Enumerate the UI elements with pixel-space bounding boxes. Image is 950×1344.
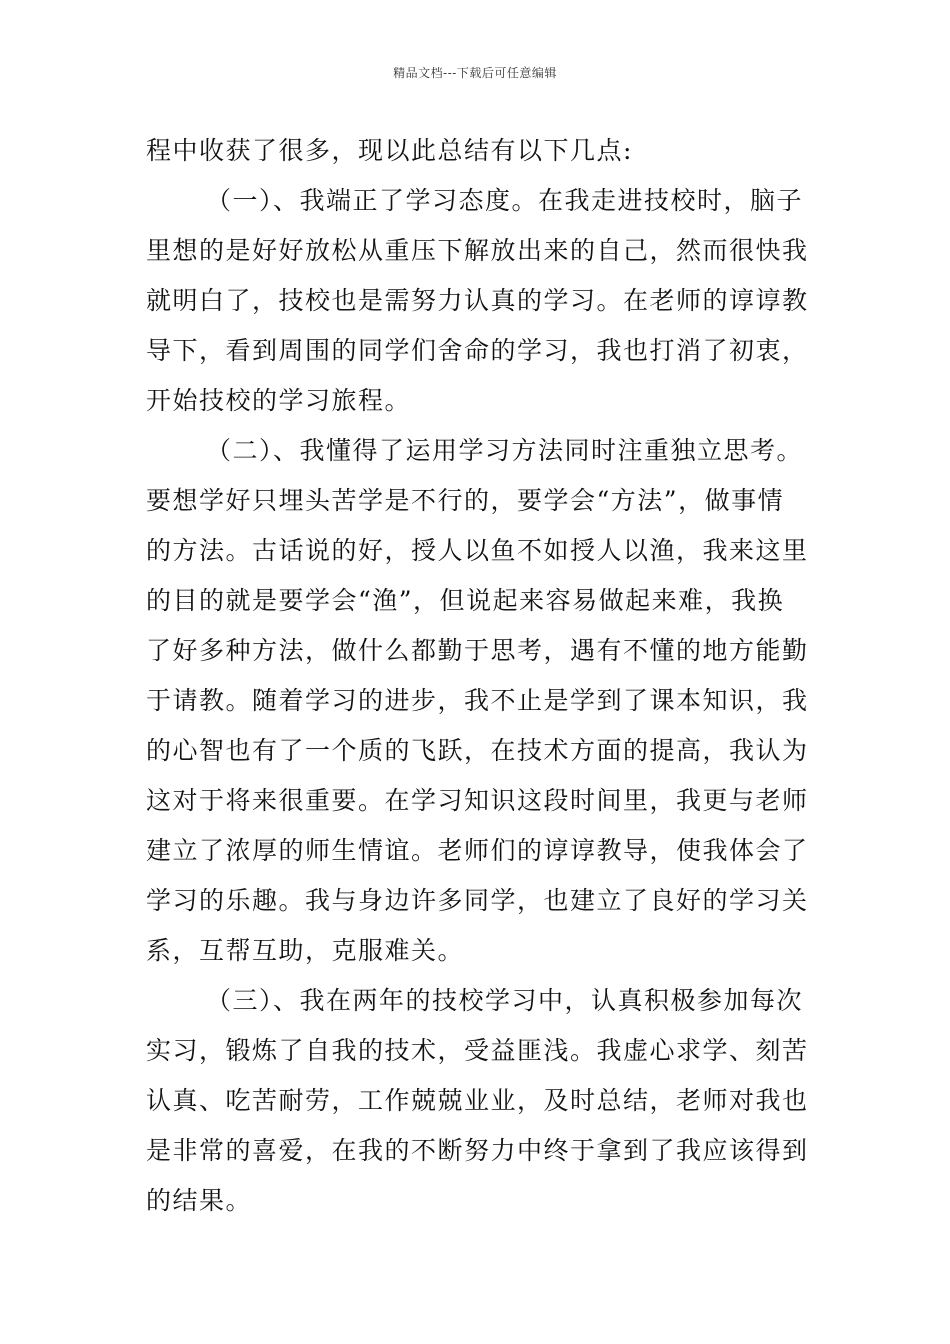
text-line: 程中收获了很多，现以此总结有以下几点: xyxy=(146,136,633,165)
text-line: 开始技校的学习旅程。 xyxy=(146,386,412,415)
text-line: 导下，看到周围的同学们舍命的学习，我也打消了初衷， xyxy=(146,336,809,365)
paragraph-start-line: （二）、我懂得了运用学习方法同时注重独立思考。 xyxy=(206,436,804,465)
text-line: 里想的是好好放松从重压下解放出来的自己，然而很快我 xyxy=(146,236,809,265)
text-line: 就明白了，技校也是需努力认真的学习。在老师的谆谆教 xyxy=(146,286,809,315)
text-line: 的方法。古话说的好，授人以鱼不如授人以渔，我来这里 xyxy=(146,536,809,565)
text-line: 实习，锻炼了自我的技术，受益匪浅。我虚心求学、刻苦 xyxy=(146,1036,809,1065)
text-line: 的结果。 xyxy=(146,1186,253,1215)
text-line: 了好多种方法，做什么都勤于思考，遇有不懂的地方能勤 xyxy=(146,636,809,665)
text-line: 的心智也有了一个质的飞跃，在技术方面的提高，我认为 xyxy=(146,736,809,765)
text-line: 要想学好只埋头苦学是不行的，要学会“方法”，做事情 xyxy=(146,486,785,515)
text-line: 是非常的喜爱，在我的不断努力中终于拿到了我应该得到 xyxy=(146,1136,809,1165)
text-line: 的目的就是要学会“渔”，但说起来容易做起来难，我换 xyxy=(146,586,785,615)
text-line: 建立了浓厚的师生情谊。老师们的谆谆教导，使我体会了 xyxy=(146,836,809,865)
text-line: 这对于将来很重要。在学习知识这段时间里，我更与老师 xyxy=(146,786,809,815)
text-line: 于请教。随着学习的进步，我不止是学到了课本知识，我 xyxy=(146,686,809,715)
text-line: 学习的乐趣。我与身边许多同学，也建立了良好的学习关 xyxy=(146,886,809,915)
paragraph-start-line: （三）、我在两年的技校学习中，认真积极参加每次 xyxy=(206,986,804,1015)
paragraph-start-line: （一）、我端正了学习态度。在我走进技校时，脑子 xyxy=(206,186,804,215)
text-line: 系，互帮互助，克服难关。 xyxy=(146,936,465,965)
page-header: 精品文档---下载后可任意编辑 xyxy=(393,66,557,80)
text-line: 认真、吃苦耐劳，工作兢兢业业，及时总结，老师对我也 xyxy=(146,1086,809,1115)
document-body xyxy=(146,126,809,1226)
